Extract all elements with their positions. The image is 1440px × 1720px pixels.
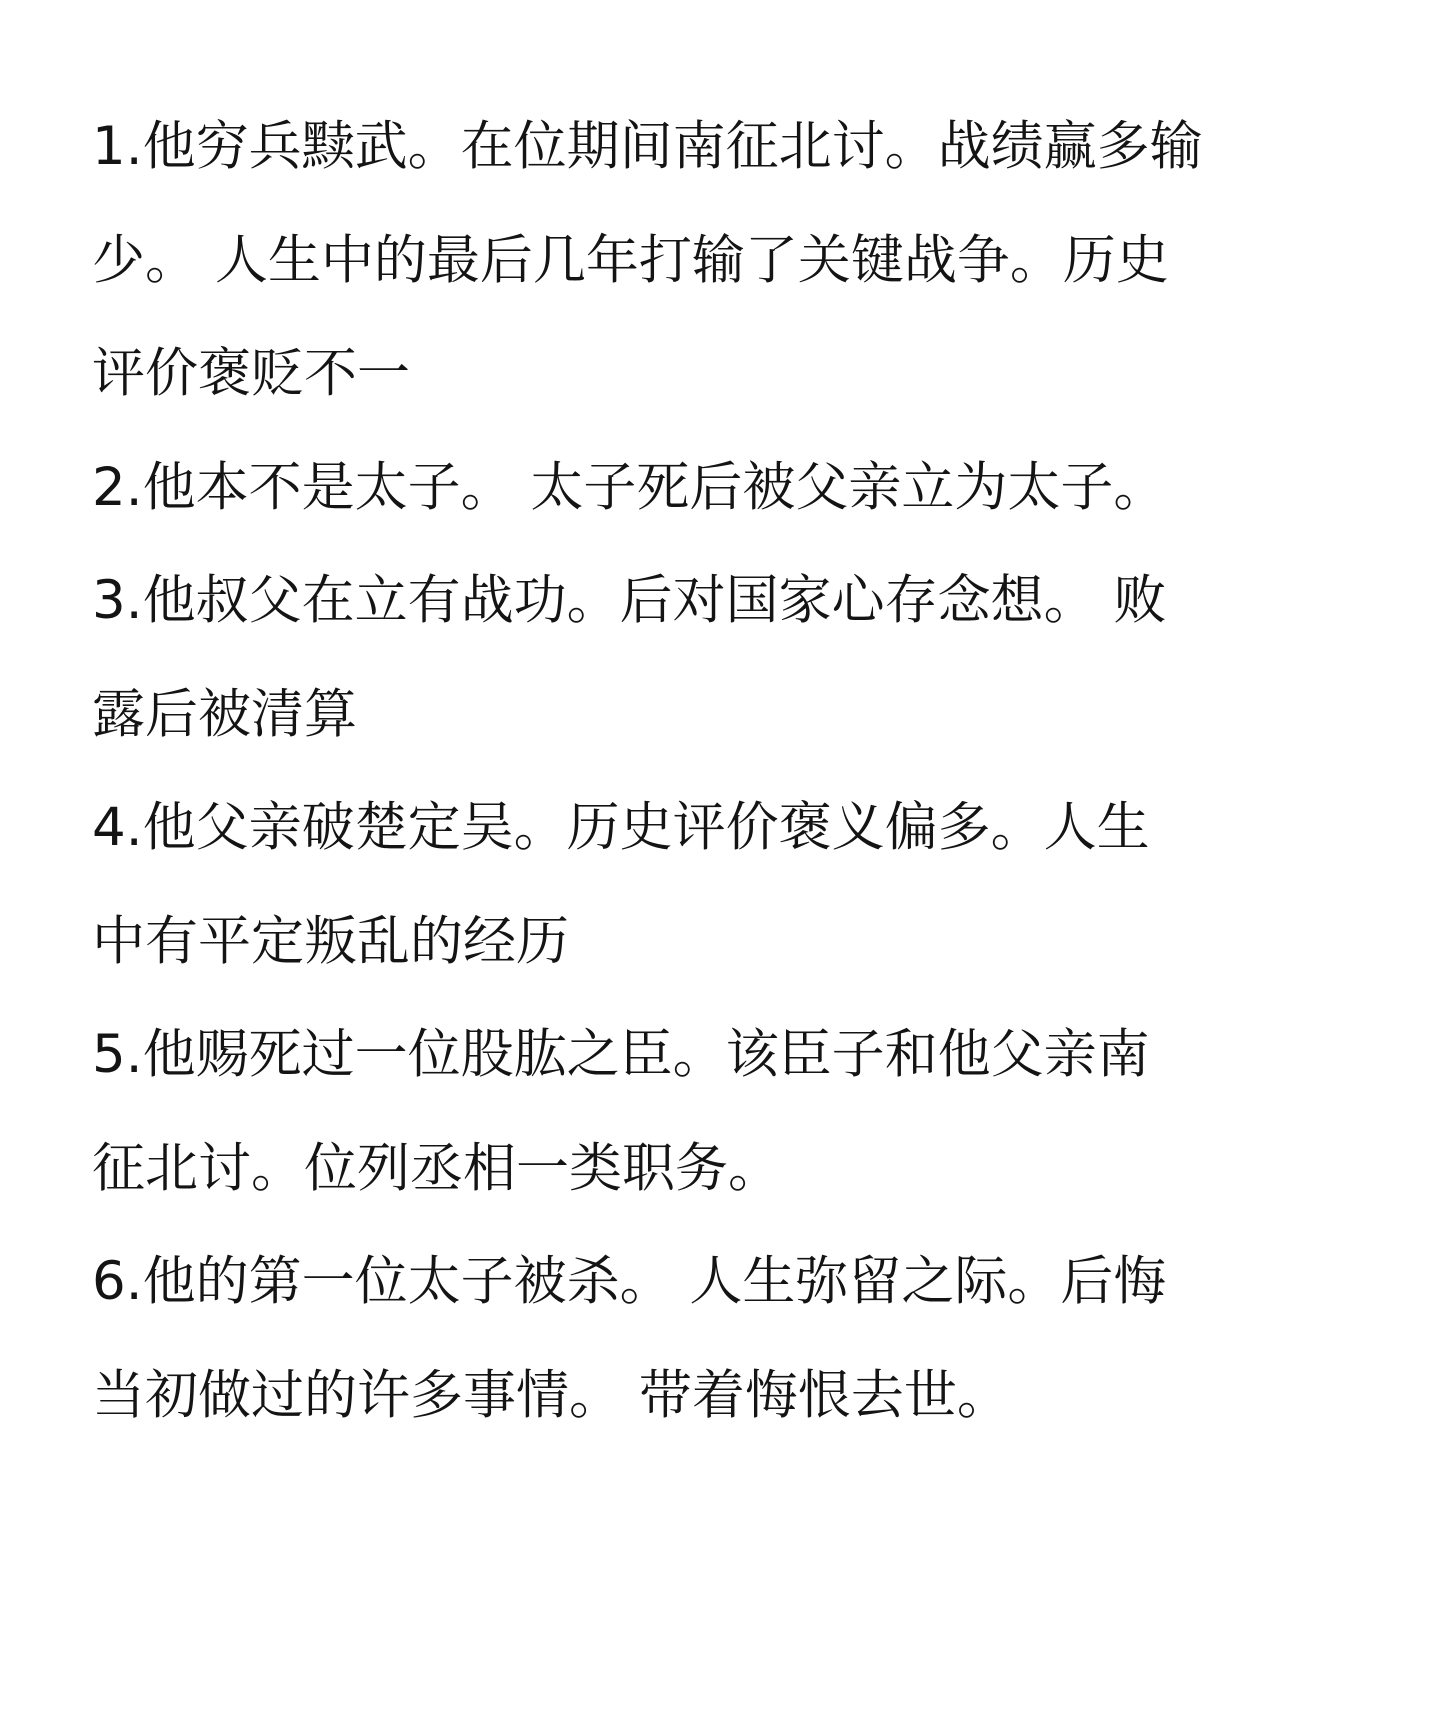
clue-4-line-1: 4.他父亲破楚定吴。历史评价褒义偏多。人生 xyxy=(92,797,1150,858)
clue-2-line-1: 2.他本不是太子。 太子死后被父亲立为太子。 xyxy=(92,456,1167,518)
clue-3-line-1: 3.他叔父在立有战功。后对国家心存念想。 败 xyxy=(92,570,1167,631)
clue-4-line-2: 中有平定叛乱的经历 xyxy=(92,910,569,972)
clue-3-line-2: 露后被清算 xyxy=(92,683,357,745)
clue-1-line-3: 评价褒贬不一 xyxy=(92,343,410,404)
clue-5-line-1: 5.他赐死过一位股肱之臣。该臣子和他父亲南 xyxy=(92,1024,1150,1085)
clue-1-line-1: 1.他穷兵黩武。在位期间南征北讨。战绩赢多输 xyxy=(92,116,1203,177)
clue-5-line-2: 征北讨。位列丞相一类职务。 xyxy=(92,1137,781,1199)
clue-6-line-1: 6.他的第一位太子被杀。 人生弥留之际。后悔 xyxy=(92,1251,1167,1312)
clue-1-line-2: 少。 人生中的最后几年打输了关键战争。历史 xyxy=(92,229,1169,291)
clue-list xyxy=(92,90,1382,1452)
clue-6-line-2: 当初做过的许多事情。 带着悔恨去世。 xyxy=(92,1364,1010,1426)
